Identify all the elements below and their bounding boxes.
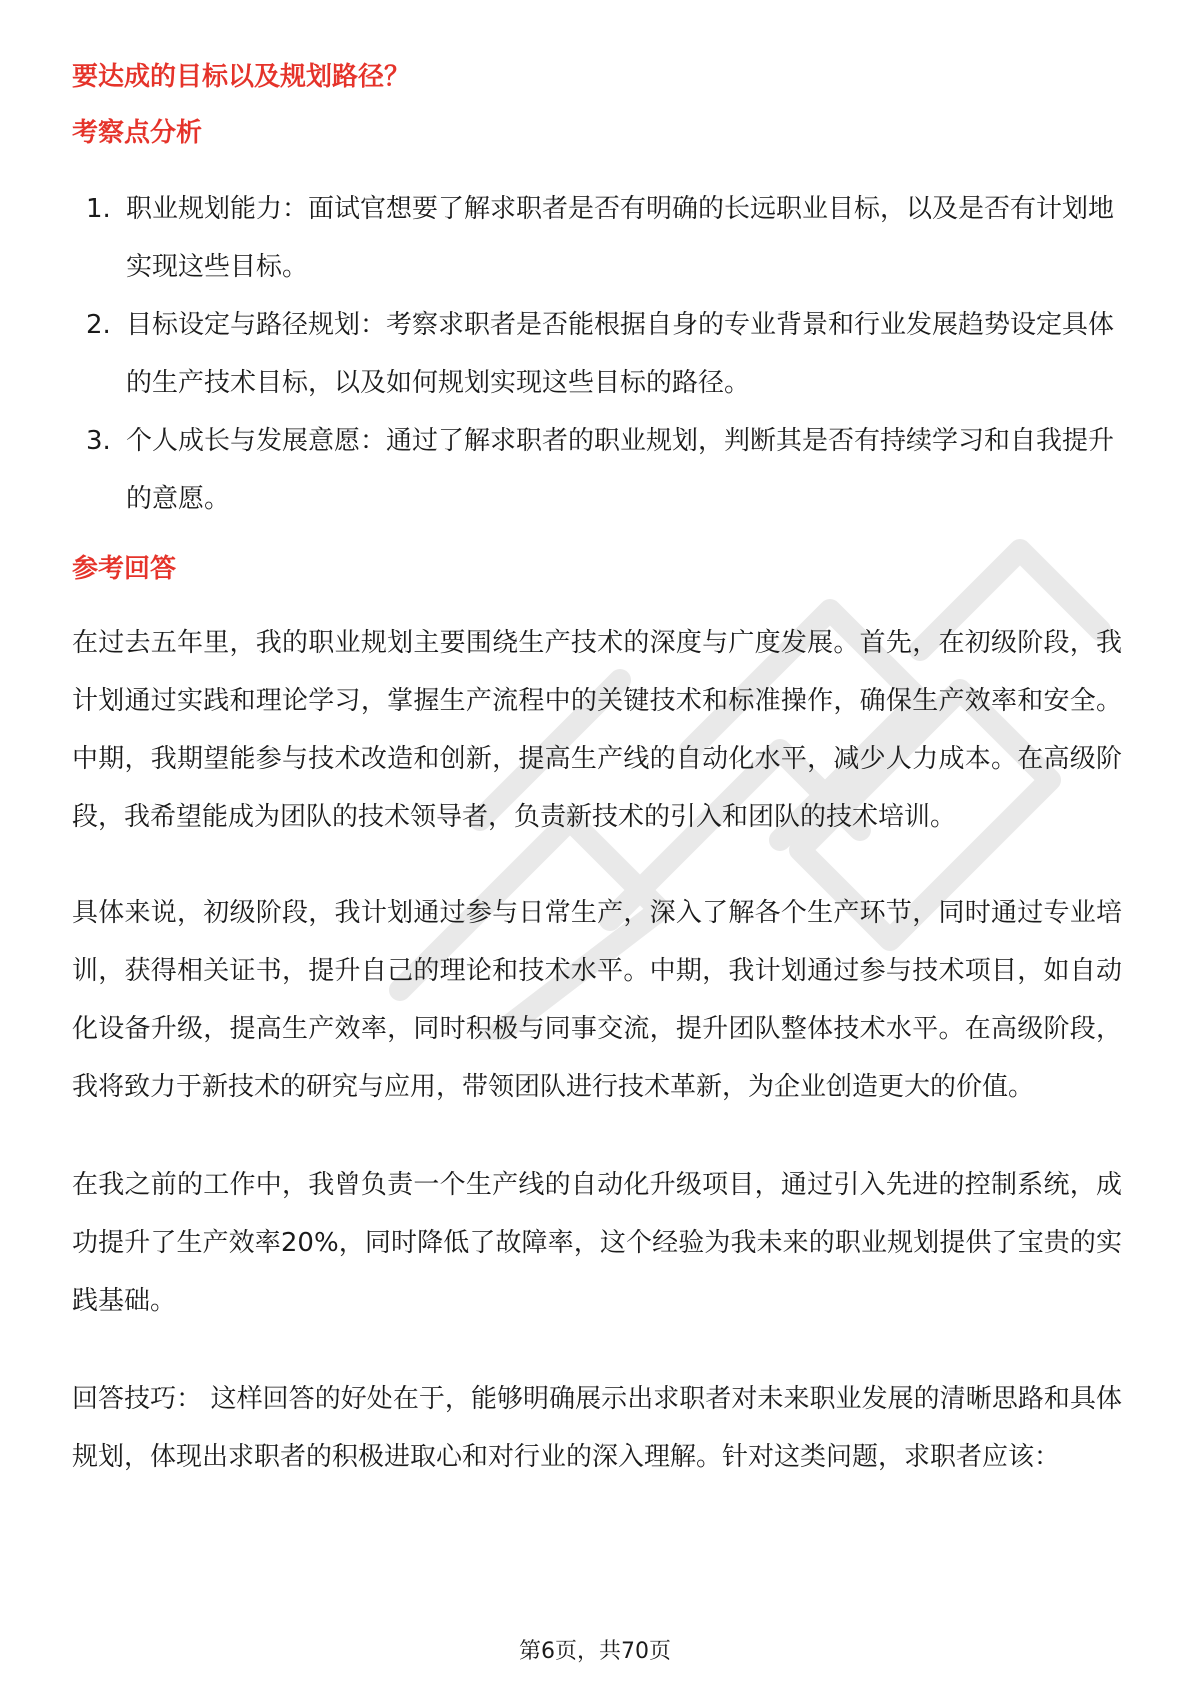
answer-paragraph: 具体来说，初级阶段，我计划通过参与日常生产，深入了解各个生产环节，同时通过专业培训，获得相关证书，提升自己的理论和技术水平。中期，我计划通过参与技术项目，如自动化设备升级，提高生产效率，同时积极与同事交流，提升团队整体技术水平。在高级阶段，我将致力于新技术的研究与应用，带领团队进行技术革新，为企业创造更大的价值。 — [72, 898, 1122, 1102]
answer-paragraph: 在过去五年里，我的职业规划主要围绕生产技术的深度与广度发展。首先，在初级阶段，我计划通过实践和理论学习，掌握生产流程中的关键技术和标准操作，确保生产效率和安全。中期，我期望能参与技术改造和创新，提高生产线的自动化水平，减少人力成本。在高级阶段，我希望能成为团队的技术领导者，负责新技术的引入和团队的技术培训。 — [72, 628, 1122, 832]
list-item — [72, 180, 1122, 296]
analysis-list — [72, 180, 1122, 528]
list-item-number: 2. — [86, 310, 111, 340]
list-item-text: 个人成长与发展意愿：通过了解求职者的职业规划，判断其是否有持续学习和自我提升的意愿。 — [126, 426, 1115, 514]
answer-paragraph: 在我之前的工作中，我曾负责一个生产线的自动化升级项目，通过引入先进的控制系统，成功提升了生产效率20%，同时降低了故障率，这个经验为我未来的职业规划提供了宝贵的实践基础。 — [72, 1170, 1122, 1316]
answer-tips-paragraph: 回答技巧： 这样回答的好处在于，能够明确展示出求职者对未来职业发展的清晰思路和具体规划，体现出求职者的积极进取心和对行业的深入理解。针对这类问题，求职者应该： — [72, 1384, 1122, 1472]
list-item-text: 职业规划能力：面试官想要了解求职者是否有明确的长远职业目标，以及是否有计划地实现这些目标。 — [126, 194, 1115, 282]
list-item — [72, 412, 1122, 528]
answer-heading: 参考回答 — [72, 554, 177, 584]
list-item-number: 1. — [86, 194, 111, 224]
content-area — [72, 58, 1122, 1486]
list-item — [72, 296, 1122, 412]
list-item-number: 3. — [86, 426, 111, 456]
analysis-heading: 考察点分析 — [72, 118, 203, 148]
question-heading: 要达成的目标以及规划路径？ — [72, 62, 411, 92]
list-item-text: 目标设定与路径规划：考察求职者是否能根据自身的专业背景和行业发展趋势设定具体的生产技术目标，以及如何规划实现这些目标的路径。 — [126, 310, 1115, 398]
page-number: 第6页，共70页 — [519, 1639, 671, 1664]
